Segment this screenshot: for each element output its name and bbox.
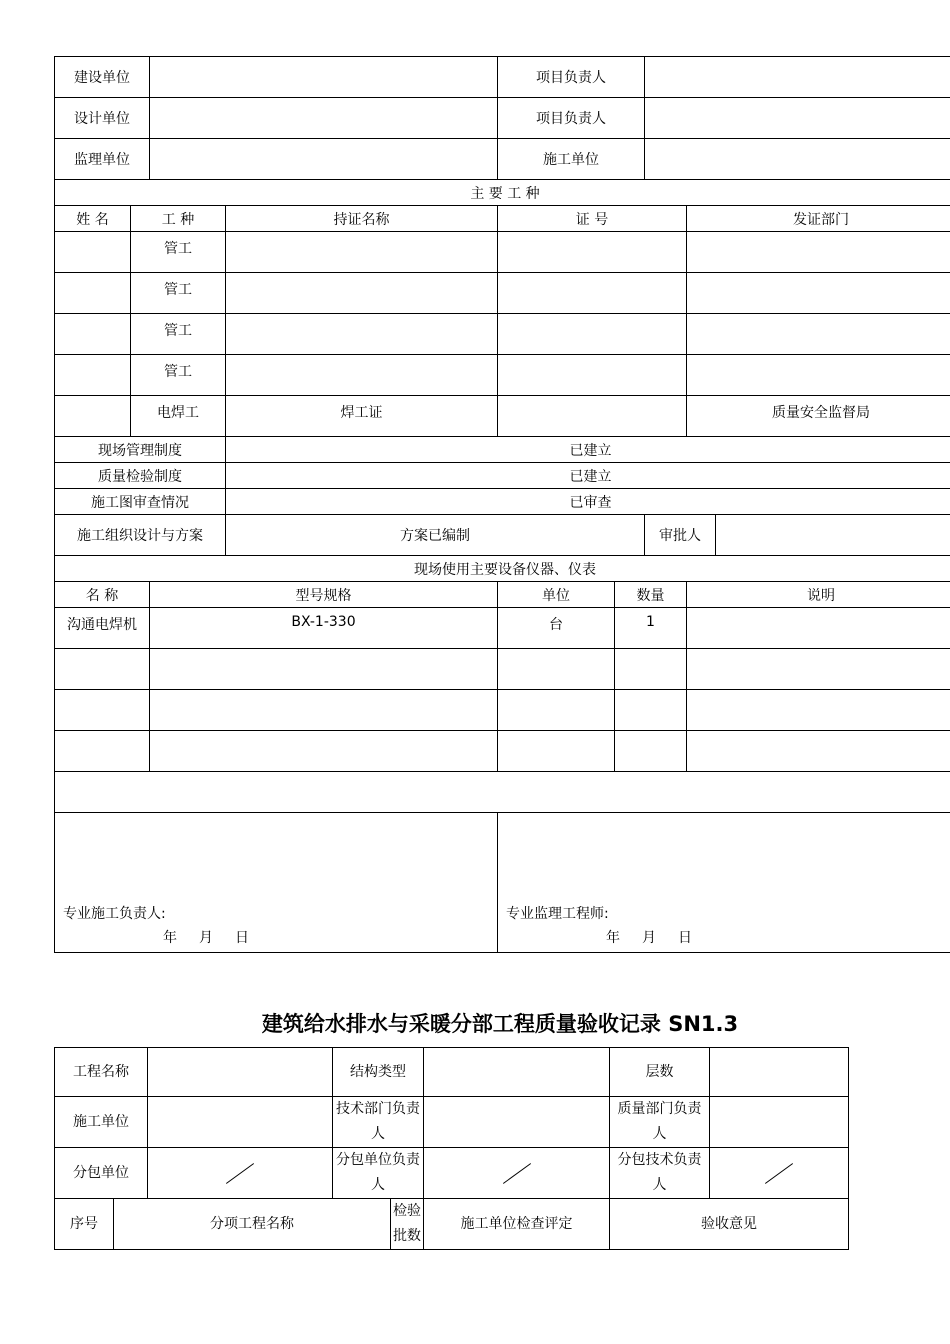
design-unit-label: 设计单位 (55, 98, 150, 139)
column-header: 名 称 (55, 582, 150, 608)
sub-tech-leader-value[interactable] (710, 1148, 849, 1199)
equipment-note-cell[interactable] (687, 731, 950, 772)
signature-date (506, 926, 950, 952)
column-header-row (55, 1199, 849, 1250)
project-name-label: 工程名称 (55, 1048, 148, 1097)
construction-plan-label: 施工组织设计与方案 (55, 515, 226, 556)
supervision-unit-value[interactable] (150, 139, 498, 180)
structure-type-label: 结构类型 (333, 1048, 424, 1097)
builder-signature-label: 专业施工负责人: (63, 906, 166, 922)
info-row (55, 1148, 849, 1199)
not-applicable-slash (226, 1163, 254, 1184)
column-header: 检验批数 (391, 1199, 424, 1250)
date-day: 日 (235, 930, 249, 946)
trades-header-row (55, 206, 950, 232)
not-applicable-slash (502, 1163, 530, 1184)
column-header: 持证名称 (226, 206, 498, 232)
worker-name-cell[interactable] (55, 273, 131, 314)
date-month: 月 (199, 930, 213, 946)
worker-name-cell[interactable] (55, 314, 131, 355)
cert-number-cell[interactable] (498, 355, 687, 396)
quality-check-value[interactable]: 已建立 (226, 463, 950, 489)
equipment-model-cell[interactable] (150, 649, 498, 690)
equipment-note-cell[interactable] (687, 649, 950, 690)
drawing-review-value[interactable]: 已审查 (226, 489, 950, 515)
table-row (55, 396, 950, 437)
builder-signature-cell[interactable] (55, 813, 498, 953)
cert-number-cell[interactable] (498, 232, 687, 273)
form-title: 建筑给水排水与采暖分部工程质量验收记录 SN1.3 (261, 1012, 739, 1036)
signature-row (55, 813, 950, 953)
design-unit-value[interactable] (150, 98, 498, 139)
quality-dept-value[interactable] (710, 1097, 849, 1148)
cert-name-cell[interactable] (226, 273, 498, 314)
trade-cell: 管工 (131, 232, 226, 273)
supervision-unit-label: 监理单位 (55, 139, 150, 180)
issuer-cell[interactable] (687, 355, 950, 396)
project-leader-value[interactable] (645, 98, 950, 139)
trade-cell: 管工 (131, 314, 226, 355)
sub-unit-leader-value[interactable] (424, 1148, 610, 1199)
signature-date (63, 926, 497, 952)
column-header: 序号 (55, 1199, 114, 1250)
equipment-note-cell[interactable] (687, 690, 950, 731)
worker-name-cell[interactable] (55, 355, 131, 396)
trade-cell: 管工 (131, 355, 226, 396)
equipment-qty-cell[interactable] (615, 731, 687, 772)
equipment-header-row (55, 582, 950, 608)
supervisor-signature-cell[interactable] (498, 813, 950, 953)
cert-name-cell[interactable] (226, 355, 498, 396)
floors-label: 层数 (610, 1048, 710, 1097)
not-applicable-slash (765, 1163, 793, 1184)
column-header: 证 号 (498, 206, 687, 232)
site-mgmt-label: 现场管理制度 (55, 437, 226, 463)
table-row (55, 649, 950, 690)
sub-tech-leader-label: 分包技术负责人 (610, 1148, 710, 1199)
site-management-form (54, 56, 950, 953)
approver-label: 审批人 (645, 515, 716, 556)
date-year: 年 (163, 930, 177, 946)
worker-name-cell[interactable] (55, 396, 131, 437)
equipment-unit-cell[interactable]: 台 (498, 608, 615, 649)
cert-number-cell[interactable] (498, 396, 687, 437)
equipment-model-cell[interactable] (150, 731, 498, 772)
equipment-name-cell[interactable] (55, 731, 150, 772)
column-header: 验收意见 (610, 1199, 849, 1250)
column-header: 单位 (498, 582, 615, 608)
issuer-cell[interactable] (687, 273, 950, 314)
acceptance-record-form (54, 1047, 849, 1250)
column-header: 数量 (615, 582, 687, 608)
equipment-unit-cell[interactable] (498, 649, 615, 690)
cert-name-cell[interactable] (226, 232, 498, 273)
sub-unit-label: 分包单位 (55, 1148, 148, 1199)
sub-unit-leader-label: 分包单位负责人 (333, 1148, 424, 1199)
drawing-review-label: 施工图审查情况 (55, 489, 226, 515)
info-row (55, 1097, 849, 1148)
quality-check-label: 质量检验制度 (55, 463, 226, 489)
system-row (55, 437, 950, 463)
table-row (55, 273, 950, 314)
table-row (55, 731, 950, 772)
cert-name-cell[interactable] (226, 314, 498, 355)
builder-unit-value[interactable] (645, 139, 950, 180)
approver-value[interactable] (716, 515, 950, 556)
equipment-model-cell[interactable] (150, 690, 498, 731)
info-row (55, 1048, 849, 1097)
project-leader-value[interactable] (645, 57, 950, 98)
column-header: 姓 名 (55, 206, 131, 232)
equipment-name-cell[interactable] (55, 649, 150, 690)
trade-cell: 电焊工 (131, 396, 226, 437)
section-title-row (55, 556, 950, 582)
structure-type-value[interactable] (424, 1048, 610, 1097)
table-row (55, 314, 950, 355)
header-row (55, 98, 950, 139)
builder-label: 施工单位 (55, 1097, 148, 1148)
site-mgmt-value[interactable]: 已建立 (226, 437, 950, 463)
system-row (55, 489, 950, 515)
column-header: 型号规格 (150, 582, 498, 608)
column-header: 施工单位检查评定 (424, 1199, 610, 1250)
issuer-cell[interactable]: 质量安全监督局 (687, 396, 950, 437)
floors-value[interactable] (710, 1048, 849, 1097)
cert-number-cell[interactable] (498, 314, 687, 355)
table-row (55, 608, 950, 649)
equipment-model-cell[interactable]: BX-1-330 (150, 608, 498, 649)
tech-dept-label: 技术部门负责人 (333, 1097, 424, 1148)
equipment-qty-cell[interactable]: 1 (615, 608, 687, 649)
worker-name-cell[interactable] (55, 232, 131, 273)
issuer-cell[interactable] (687, 232, 950, 273)
issuer-cell[interactable] (687, 314, 950, 355)
date-day: 日 (678, 930, 692, 946)
equipment-unit-cell[interactable] (498, 731, 615, 772)
equipment-name-cell[interactable]: 沟通电焊机 (55, 608, 150, 649)
header-row (55, 139, 950, 180)
project-leader-label: 项目负责人 (498, 57, 645, 98)
equipment-qty-cell[interactable] (615, 690, 687, 731)
remarks-cell[interactable] (55, 772, 950, 813)
construction-unit-label: 建设单位 (55, 57, 150, 98)
column-header: 工 种 (131, 206, 226, 232)
section-title-row (55, 180, 950, 206)
sub-unit-value[interactable] (148, 1148, 333, 1199)
table-row (55, 355, 950, 396)
supervisor-signature-label: 专业监理工程师: (506, 906, 609, 922)
equipment-unit-cell[interactable] (498, 690, 615, 731)
equipment-note-cell[interactable] (687, 608, 950, 649)
column-header: 发证部门 (687, 206, 950, 232)
column-header: 分项工程名称 (114, 1199, 391, 1250)
tech-dept-value[interactable] (424, 1097, 610, 1148)
builder-unit-label: 施工单位 (498, 139, 645, 180)
system-row (55, 463, 950, 489)
equipment-name-cell[interactable] (55, 690, 150, 731)
equipment-section-title: 现场使用主要设备仪器、仪表 (55, 556, 950, 582)
table-row (55, 690, 950, 731)
project-leader-label: 项目负责人 (498, 98, 645, 139)
cert-number-cell[interactable] (498, 273, 687, 314)
equipment-qty-cell[interactable] (615, 649, 687, 690)
construction-unit-value[interactable] (150, 57, 498, 98)
table-row (55, 232, 950, 273)
system-row (55, 515, 950, 556)
header-row (55, 57, 950, 98)
builder-value[interactable] (148, 1097, 333, 1148)
project-name-value[interactable] (148, 1048, 333, 1097)
trade-cell: 管工 (131, 273, 226, 314)
date-year: 年 (606, 930, 620, 946)
cert-name-cell[interactable]: 焊工证 (226, 396, 498, 437)
blank-row (55, 772, 950, 813)
column-header: 说明 (687, 582, 950, 608)
construction-plan-value[interactable]: 方案已编制 (226, 515, 645, 556)
quality-dept-label: 质量部门负责人 (610, 1097, 710, 1148)
trades-section-title: 主 要 工 种 (55, 180, 950, 206)
date-month: 月 (642, 930, 656, 946)
